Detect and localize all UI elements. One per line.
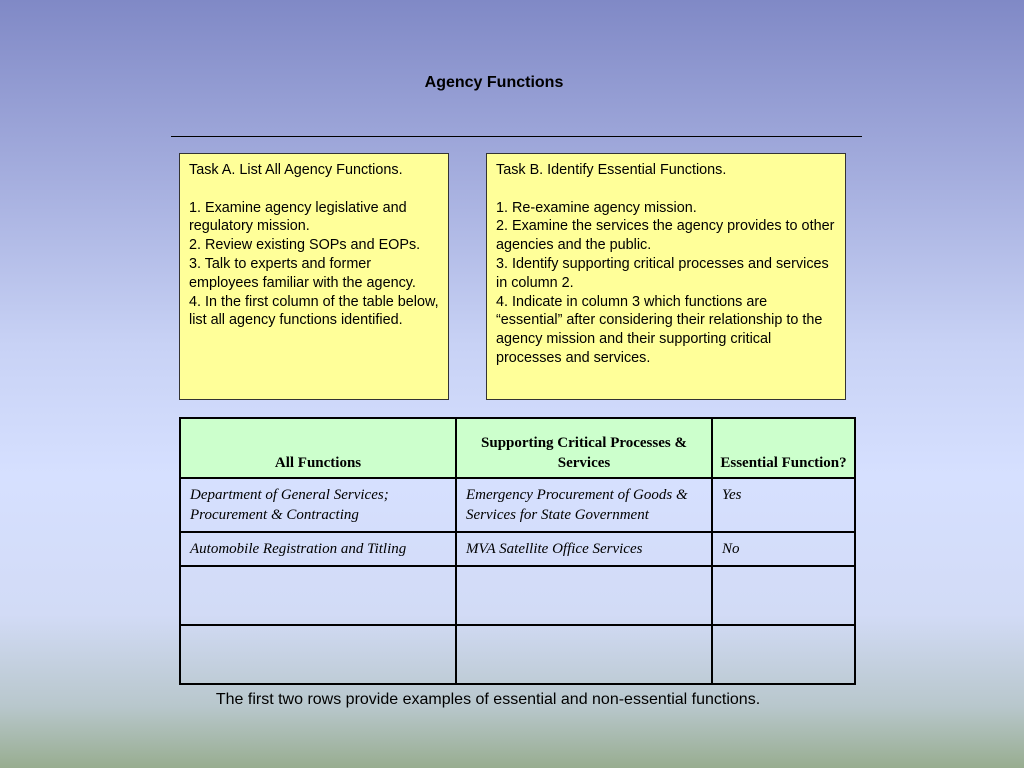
task-a-heading: Task A. List All Agency Functions.	[189, 162, 403, 178]
table-cell[interactable]: MVA Satellite Office Services	[456, 532, 712, 566]
table-cell[interactable]: Automobile Registration and Titling	[180, 532, 456, 566]
header-all-functions: All Functions	[180, 418, 456, 478]
task-b-box	[486, 153, 846, 400]
table-header-row	[180, 418, 855, 478]
task-a-step-1: 1. Examine agency legislative and regulatory mission.	[189, 199, 407, 235]
task-b-step-2: 2. Examine the services the agency provides to other agencies and the public.	[496, 218, 835, 254]
table-cell[interactable]: Department of General Services; Procurement & Contracting	[180, 478, 456, 532]
header-supporting-processes: Supporting Critical Processes & Services	[456, 418, 712, 478]
page-title: Agency Functions	[424, 74, 564, 91]
functions-table	[179, 417, 856, 685]
title-divider	[171, 136, 862, 137]
task-a-step-3: 3. Talk to experts and former employees familiar with the agency.	[189, 255, 416, 291]
task-a-step-2: 2. Review existing SOPs and EOPs.	[189, 237, 421, 254]
table-cell[interactable]	[456, 625, 712, 684]
header-essential-function: Essential Function?	[712, 418, 855, 478]
table-row	[180, 566, 855, 625]
table-cell[interactable]	[456, 566, 712, 625]
footnote: The first two rows provide examples of essential and non-essential functions.	[215, 691, 761, 708]
table-cell[interactable]	[712, 625, 855, 684]
task-a-box	[179, 153, 449, 400]
table-row	[180, 625, 855, 684]
task-b-heading: Task B. Identify Essential Functions.	[496, 162, 727, 178]
task-b-step-4: 4. Indicate in column 3 which functions are “essential” after considering their relationship to the agency mission and their supporting critical processes and services.	[496, 293, 823, 366]
task-b-step-1: 1. Re-examine agency mission.	[496, 199, 697, 216]
table-row	[180, 478, 855, 532]
table-cell[interactable]: Yes	[712, 478, 855, 532]
table-cell[interactable]	[180, 625, 456, 684]
table-row	[180, 532, 855, 566]
table-cell[interactable]	[180, 566, 456, 625]
table-cell[interactable]: No	[712, 532, 855, 566]
task-a-step-4: 4. In the first column of the table below, list all agency functions identified.	[189, 293, 439, 329]
table-cell[interactable]	[712, 566, 855, 625]
task-b-step-3: 3. Identify supporting critical processes and services in column 2.	[496, 255, 829, 291]
table-cell[interactable]: Emergency Procurement of Goods & Services for State Government	[456, 478, 712, 532]
